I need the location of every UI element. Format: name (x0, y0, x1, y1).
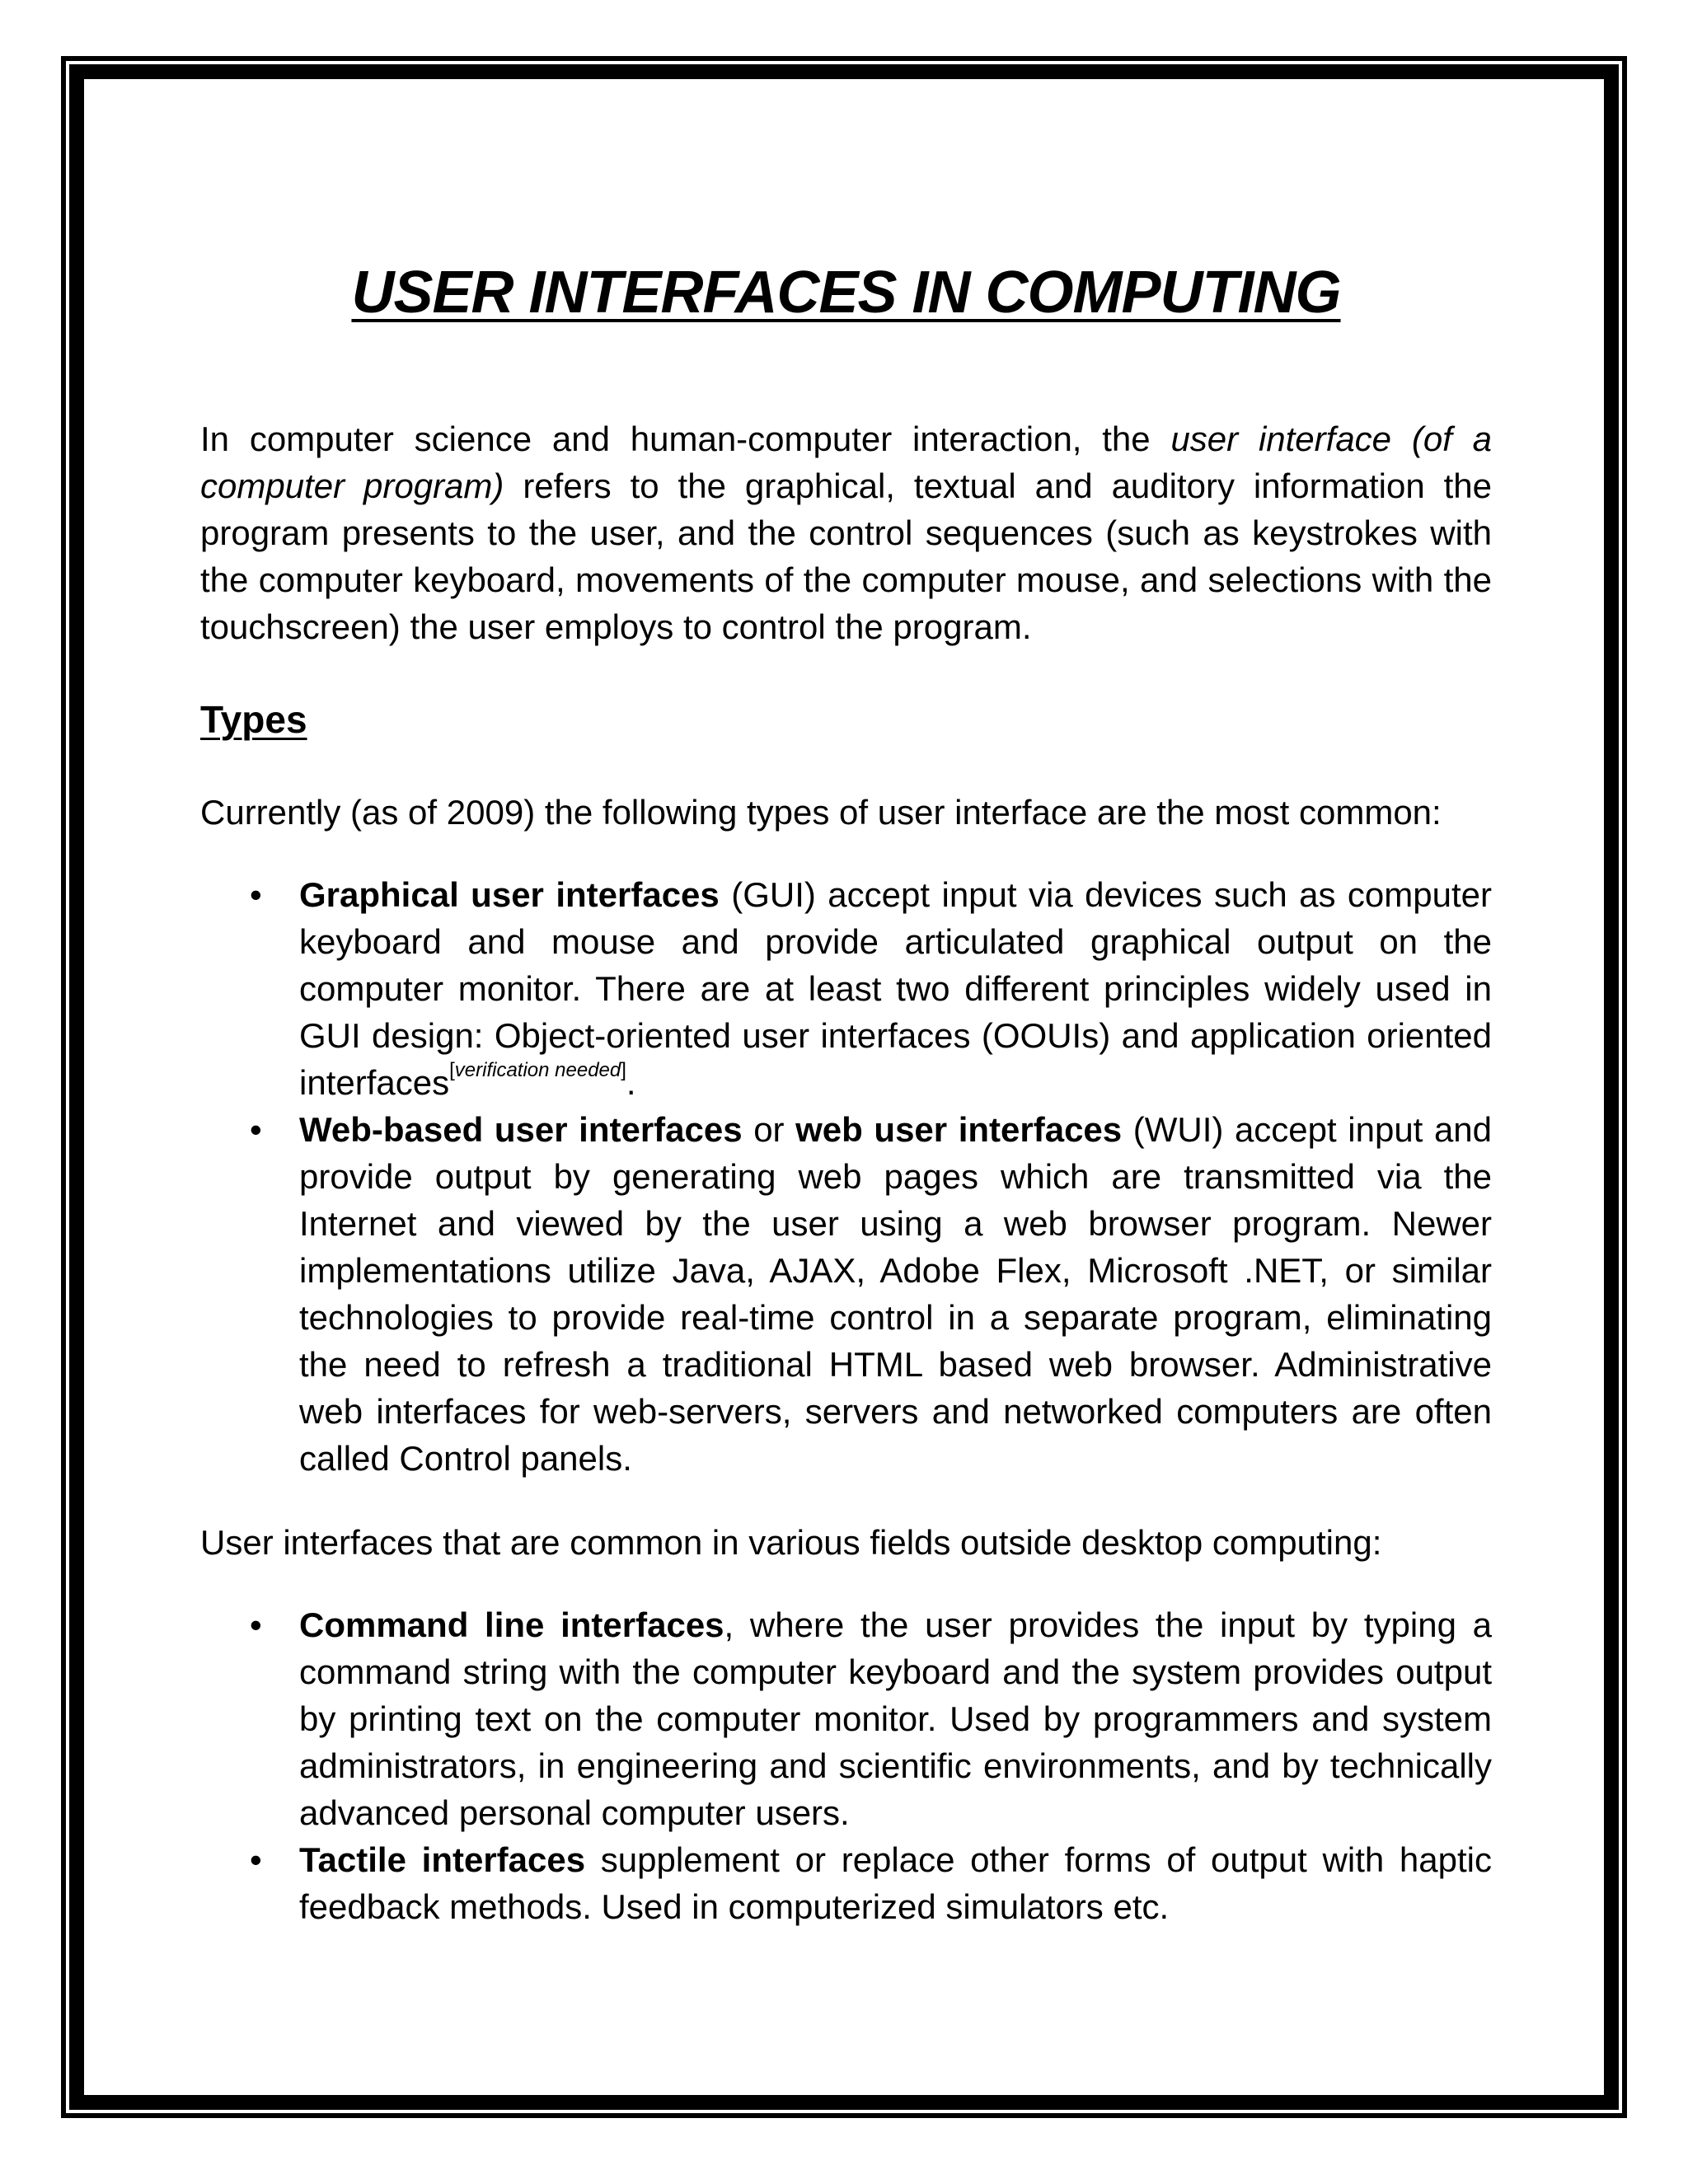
fields-intro: User interfaces that are common in various fields outside desktop computing: (200, 1523, 1382, 1562)
list-item-tactile (200, 1836, 1492, 1930)
cli-description: , where the user provides the input by typing a command string with the computer keyboard and the system provides output by printing text on the computer monitor. Used by programmers and system administrators, in engineering and scientific environments, and by technically advanced personal computer users. (299, 1605, 1492, 1832)
list-item-gui (200, 871, 1492, 1106)
verification-needed-note[interactable]: verification needed (454, 1059, 621, 1081)
term-web-based-ui: Web-based user interfaces (299, 1110, 743, 1149)
intro-text-end: refers to the graphical, textual and auditory information the program presents to the user, and the control sequences (such as keystrokes with the computer keyboard, movements of the computer mouse, and selections with the touchscreen) the user employs to control the program. (200, 466, 1493, 646)
intro-text-start: In computer science and human-computer interaction, the (200, 419, 1171, 458)
tactile-description: supplement or replace other forms of output with haptic feedback methods. Used in computerized simulators etc. (299, 1840, 1493, 1926)
types-list (200, 871, 1492, 1482)
wui-or: or (742, 1110, 796, 1149)
term-tactile: Tactile interfaces (299, 1840, 586, 1879)
note-close-bracket: ] (621, 1059, 626, 1081)
intro-italic-term: user interface (of a computer program) (200, 419, 1492, 505)
fields-list (200, 1601, 1492, 1930)
intro-paragraph (200, 415, 1492, 650)
bullet-icon: • (250, 1605, 262, 1644)
term-cli: Command line interfaces (299, 1605, 724, 1644)
document-title: USER INTERFACES IN COMPUTING (351, 260, 1341, 326)
term-gui: Graphical user interfaces (299, 875, 720, 914)
document-body (200, 255, 1492, 1930)
note-open-bracket: [ (449, 1059, 455, 1081)
bullet-icon: • (250, 1840, 262, 1879)
term-web-ui: web user interfaces (795, 1110, 1123, 1149)
types-heading: Types (200, 698, 307, 741)
gui-description: (GUI) accept input via devices such as computer keyboard and mouse and provide articulated graphical output on the computer monitor. There are at least two different principles widely used in GUI design: Object-oriented user interfaces (OOUIs) and application oriented interfaces (299, 875, 1493, 1102)
list-item-cli (200, 1601, 1492, 1836)
bullet-icon: • (250, 1110, 262, 1149)
list-item-wui (200, 1106, 1492, 1482)
types-intro: Currently (as of 2009) the following types of user interface are the most common: (200, 793, 1442, 832)
gui-end: . (626, 1063, 636, 1102)
bullet-icon: • (250, 875, 262, 914)
wui-description: (WUI) accept input and provide output by generating web pages which are transmitted via the Internet and viewed by the user using a web browser program. Newer implementations utilize Java, AJAX, Adobe Flex, Microsoft .NET, or similar technologies to provide real-time control in a separate program, eliminating the need to refresh a traditional HTML based web browser. Administrative web interfaces for web-servers, servers and networked computers are often called Control panels. (299, 1110, 1493, 1478)
